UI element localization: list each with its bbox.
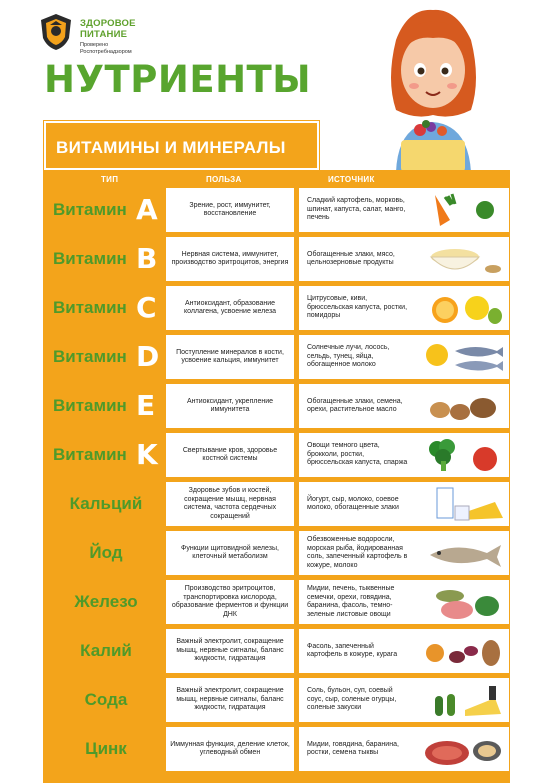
logo-subtitle xyxy=(80,42,132,55)
nutrient-type xyxy=(51,237,161,281)
seafish-icon xyxy=(415,533,505,573)
nutrient-type xyxy=(51,482,161,526)
nutrient-type xyxy=(51,629,161,673)
meat-greens-icon xyxy=(415,582,505,622)
nutrient-source xyxy=(299,629,509,673)
steak-icon xyxy=(415,729,505,769)
nutrient-source xyxy=(299,384,509,428)
nutrient-benefit-text: Поступление минералов в кости, усвоение кальция, иммунитет xyxy=(176,348,284,364)
nutrient-source xyxy=(299,188,509,232)
table-row xyxy=(43,580,510,628)
nutrient-benefit-text: Производство эритроцитов, транспортировка кислорода, образование ферментов и функции ДНК xyxy=(171,585,289,618)
nutrient-benefit xyxy=(166,384,294,428)
nutrient-type-label: Кальций xyxy=(69,494,143,513)
nutrient-source-text: Мидии, говядина, баранина, ростки, семена тыквы xyxy=(307,740,399,756)
table-row xyxy=(43,727,510,775)
nutrient-source xyxy=(299,237,509,281)
subtitle-text: ВИТАМИНЫ И МИНЕРАЛЫ xyxy=(56,138,286,157)
nutrient-benefit-text: Здоровье зубов и костей, сокращение мышц, нервная система, частота сердечных сокращений xyxy=(183,487,277,520)
nutrient-source-text: Цитрусовые, киви, брюссельская капуста, ростки, помидоры xyxy=(307,295,408,320)
nutrient-benefit xyxy=(166,433,294,477)
nutrient-type-label: Сода xyxy=(84,690,128,709)
sun-fish-icon xyxy=(415,337,505,377)
beans-icon xyxy=(415,631,505,671)
nutrient-source-text: Обогащенные злаки, семена, орехи, растительное масло xyxy=(307,397,403,413)
nutrient-type xyxy=(51,433,161,477)
table-row xyxy=(43,531,510,579)
nutrient-source-text: Солнечные лучи, лосось, сельдь, тунец, яйца, обогащенное молоко xyxy=(307,344,390,369)
nutrient-source xyxy=(299,335,509,379)
carrot-icon xyxy=(415,190,505,230)
rospotrebnadzor-emblem-icon xyxy=(37,12,75,52)
vitamin-letter: E xyxy=(136,389,156,422)
header-type: ТИП xyxy=(101,175,119,184)
nutrient-benefit xyxy=(166,580,294,624)
nutrient-benefit-text: Зрение, рост, иммунитет, восстановление xyxy=(189,201,271,217)
broccoli-icon xyxy=(415,435,505,475)
nutrient-benefit xyxy=(166,727,294,771)
nutrient-type-label: Витамин xyxy=(53,298,127,317)
nutrient-source xyxy=(299,727,509,771)
vitamin-letter: K xyxy=(136,438,158,471)
table-row xyxy=(43,335,510,383)
logo-title-line2: ПИТАНИЕ xyxy=(80,29,128,40)
nutrient-source xyxy=(299,580,509,624)
nutrient-benefit xyxy=(166,286,294,330)
nutrient-type-label: Цинк xyxy=(85,739,127,758)
nutrient-type-label: Калий xyxy=(80,641,132,660)
header-benefit: ПОЛЬЗА xyxy=(206,175,242,184)
nutrient-type-label: Витамин xyxy=(53,396,127,415)
nutrient-benefit-text: Важный электролит, сокращение мышц, нервные сигналы, баланс жидкости, гидратация xyxy=(176,638,284,663)
nutrient-type xyxy=(51,580,161,624)
logo xyxy=(37,12,197,56)
page-title: НУТРИЕНТЫ xyxy=(44,58,312,101)
nutrient-benefit xyxy=(166,482,294,526)
grain-bowl-icon xyxy=(415,239,505,279)
nutrient-source-text: Йогурт, сыр, молоко, соевое молоко, обогащенные злаки xyxy=(307,495,399,511)
nutrient-source xyxy=(299,531,509,575)
nutrient-benefit xyxy=(166,335,294,379)
nutrients-table xyxy=(43,170,510,783)
nutrient-benefit-text: Антиоксидант, образование коллагена, усвоение железа xyxy=(183,299,277,315)
table-row xyxy=(43,286,510,334)
table-row xyxy=(43,433,510,481)
nutrient-benefit-text: Функции щитовидной железы, клеточный метаболизм xyxy=(181,544,279,560)
pickles-icon xyxy=(415,680,505,720)
nutrient-type xyxy=(51,335,161,379)
logo-sub-line2: Роспотребнадзором xyxy=(80,48,132,55)
nutrient-source-text: Овощи темного цвета, брокколи, ростки, брюссельская капуста, спаржа xyxy=(307,442,408,467)
nutrient-benefit-text: Иммунная функция, деление клеток, углеводный обмен xyxy=(170,740,290,756)
logo-title xyxy=(80,18,136,40)
nutrient-type-label: Витамин xyxy=(53,249,127,268)
nuts-icon xyxy=(415,386,505,426)
nutrient-source-text: Фасоль, запеченный картофель в кожуре, курага xyxy=(307,642,398,658)
nutrient-type xyxy=(51,188,161,232)
dairy-icon xyxy=(415,484,505,524)
nutrient-source-text: Мидии, печень, тыквенные семечки, орехи, говядина, баранина, фасоль, темно-зеленые листовые овощи xyxy=(307,585,395,618)
nutrient-benefit xyxy=(166,531,294,575)
vitamin-letter: B xyxy=(136,242,158,275)
nutrient-benefit-text: Свертывание кров, здоровье костной системы xyxy=(182,446,278,462)
nutrient-benefit-text: Важный электролит, сокращение мышц, нервные сигналы, баланс жидкости, гидратация xyxy=(176,687,284,712)
nutrient-benefit xyxy=(166,678,294,722)
nutrient-benefit-text: Антиоксидант, укрепление иммунитета xyxy=(186,397,274,413)
nutrient-source-text: Соль, бульон, суп, соевый соус, сыр, соленые огурцы, соленые закуски xyxy=(307,687,397,712)
nutrient-type-label: Витамин xyxy=(53,347,127,366)
subtitle-banner xyxy=(44,121,319,170)
vitamin-letter: D xyxy=(136,340,160,373)
nutrient-type-label: Витамин xyxy=(53,445,127,464)
nutrient-type xyxy=(51,384,161,428)
nutrient-source-text: Сладкий картофель, морковь, шпинат, капуста, салат, манго, печень xyxy=(307,197,406,222)
table-row xyxy=(43,188,510,236)
nutrient-source xyxy=(299,433,509,477)
nutrient-benefit xyxy=(166,188,294,232)
nutrient-type-label: Витамин xyxy=(53,200,127,219)
table-row xyxy=(43,678,510,726)
nutrient-benefit xyxy=(166,237,294,281)
nutrient-source-text: Обогащенные злаки, мясо, цельнозерновые продукты xyxy=(307,250,395,266)
table-row xyxy=(43,384,510,432)
nutrient-type-label: Йод xyxy=(89,543,123,562)
nutrient-source xyxy=(299,678,509,722)
nutrient-source-text: Обезвоженные водоросли, морская рыба, йодированная соль, запеченный картофель в кожуре, молоко xyxy=(307,536,408,569)
header-source: ИСТОЧНИК xyxy=(328,175,375,184)
nutrient-source xyxy=(299,482,509,526)
table-row xyxy=(43,237,510,285)
table-row xyxy=(43,482,510,530)
nutrient-benefit-text: Нервная система, иммунитет, производство эритроцитов, энергия xyxy=(171,250,289,266)
nutrient-benefit xyxy=(166,629,294,673)
nutrient-type xyxy=(51,286,161,330)
table-row xyxy=(43,629,510,677)
logo-sub-line1: Проверено xyxy=(80,42,109,48)
vitamin-letter: A xyxy=(136,193,158,226)
nutrient-type xyxy=(51,531,161,575)
vitamin-letter: C xyxy=(136,291,157,324)
logo-title-line1: ЗДОРОВОЕ xyxy=(80,18,136,29)
nutrient-type-label: Железо xyxy=(74,592,138,611)
girl-illustration xyxy=(376,0,491,172)
citrus-icon xyxy=(415,288,505,328)
nutrient-type xyxy=(51,727,161,771)
nutrient-source xyxy=(299,286,509,330)
nutrient-type xyxy=(51,678,161,722)
